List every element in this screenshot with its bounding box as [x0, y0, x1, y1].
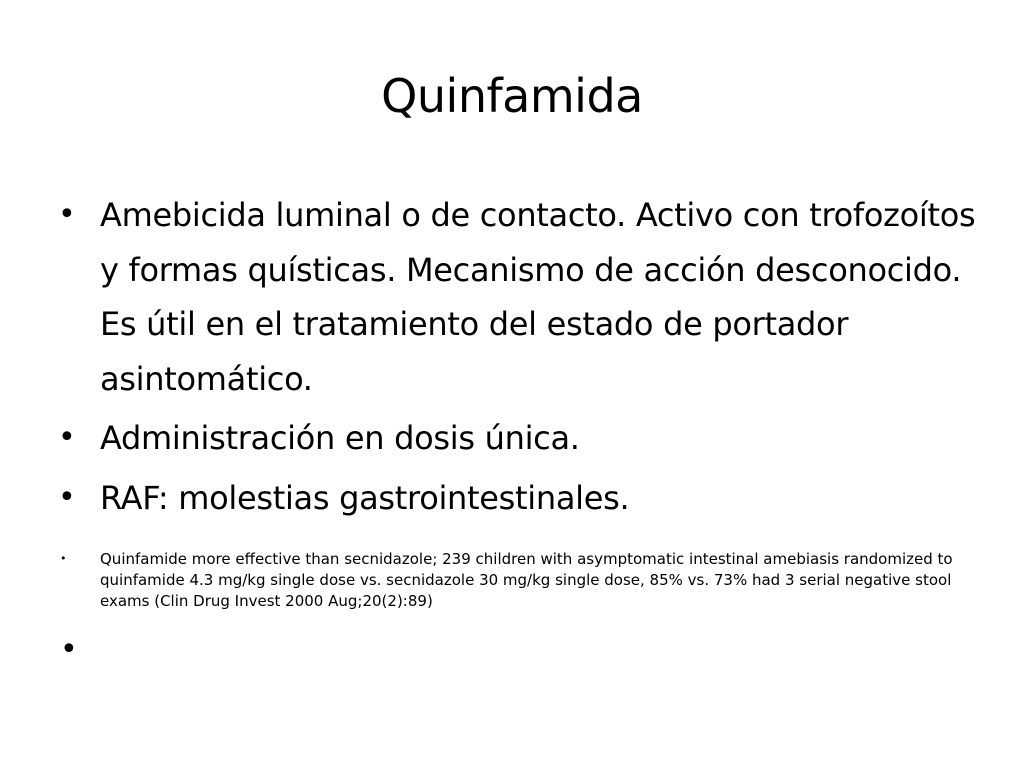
bullet-item: [56, 411, 976, 466]
bullet-marker: •: [60, 632, 78, 667]
bullet-text: Amebicida luminal o de contacto. Activo con trofozoítos y formas quísticas. Mecanismo de acción desconocido. Es útil en el tratamiento del estado de portador asintomático.: [100, 196, 976, 398]
bullet-text: RAF: molestias gastrointestinales.: [100, 478, 630, 517]
reference-note-text: Quinfamide more effective than secnidazole; 239 children with asymptomatic intestinal amebiasis randomized to quinfamide 4.3 mg/kg single dose vs. secnidazole 30 mg/kg single dose, 85% vs. 73% had 3 serial negative stool exams (Clin Drug Invest 2000 Aug;20(2):89): [100, 550, 953, 610]
slide-title: Quinfamida: [381, 69, 643, 123]
bullet-list: [56, 188, 976, 670]
empty-bullet-item: [56, 630, 976, 670]
bullet-marker: •: [58, 197, 76, 232]
bullet-text: Administración en dosis única.: [100, 419, 580, 457]
bullet-marker: •: [60, 552, 67, 565]
bullet-marker: •: [58, 479, 76, 515]
bullet-item: [56, 471, 976, 526]
bullet-marker: •: [58, 420, 76, 455]
bullet-item: [56, 188, 976, 406]
reference-note: [56, 549, 976, 612]
